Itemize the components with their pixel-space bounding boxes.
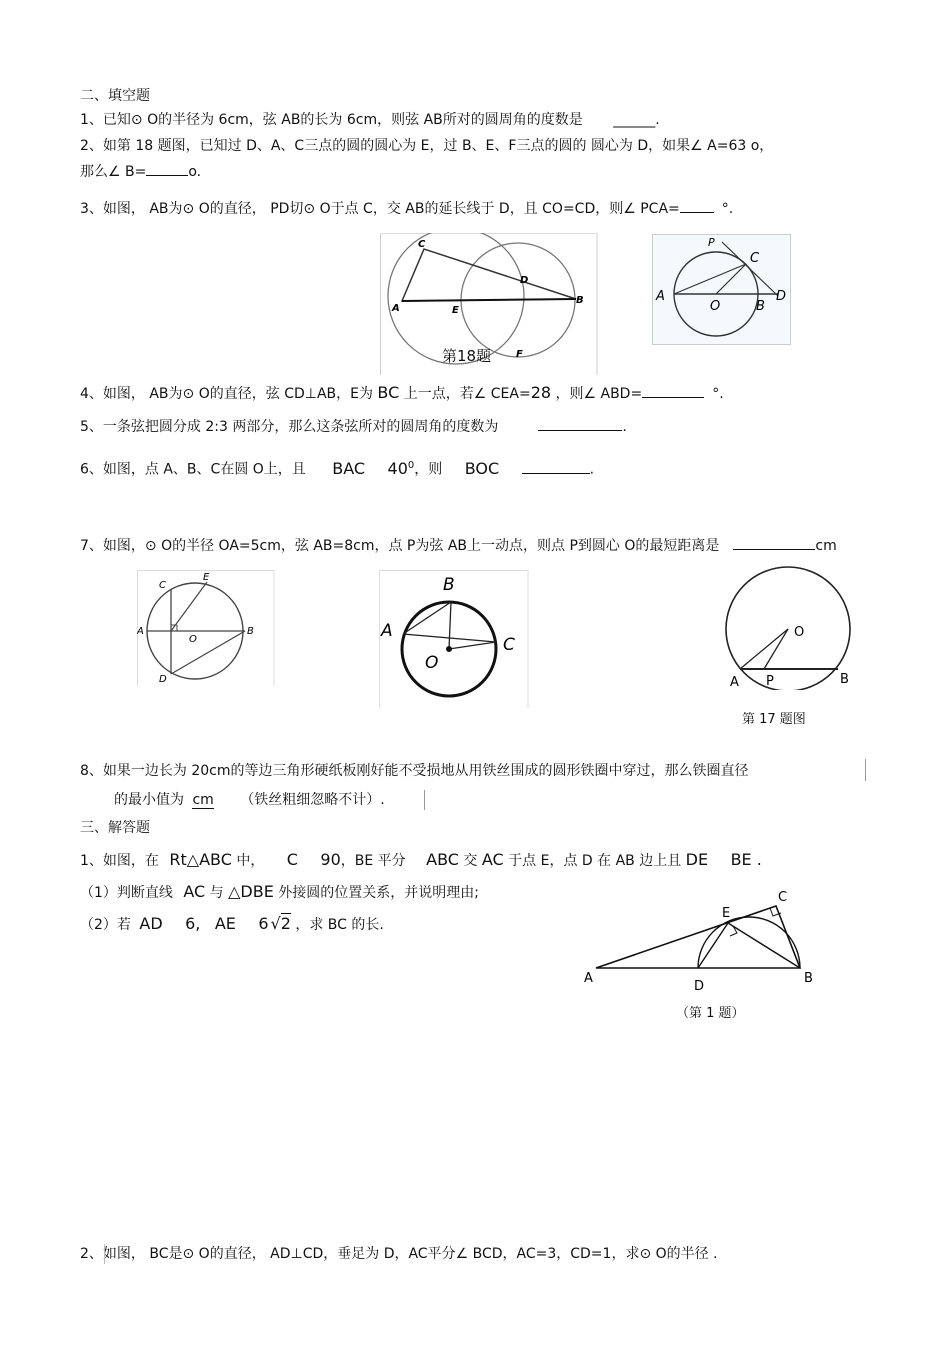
svg-text:C: C — [418, 239, 426, 250]
svg-text:E: E — [722, 906, 731, 921]
question-3-blank — [680, 198, 714, 213]
svg-text:C: C — [778, 890, 788, 905]
figure-q6 — [379, 570, 531, 710]
question-8-note: （铁丝粗细忽略不计）. — [240, 792, 385, 808]
question-8-line2 — [114, 790, 385, 810]
question-5-end: . — [622, 419, 627, 435]
question-6-end: . — [589, 461, 595, 478]
solve-1-ac: AC — [481, 850, 504, 869]
solve-1-part-1-text-b: 与 — [209, 885, 224, 901]
solve-1-part-2-6r: 6 — [258, 914, 269, 933]
solve-1-text-a: 1、如图，在 — [80, 853, 159, 869]
solve-1-part-1-text-c: 外接圆的位置关系，并说明理由; — [278, 885, 480, 901]
svg-text:A: A — [656, 289, 665, 304]
question-6-blank — [522, 459, 590, 474]
solve-1-part-1-dbe: △DBE — [228, 882, 274, 901]
question-2-line1: 2、如第 18 题图，已知过 D、A、C三点的圆的圆心为 E，过 B、E、F三点的圆的 圆心为 D，如果∠ A=63 o， — [80, 138, 774, 154]
solve-1-part-1-text-a: （1）判断直线 — [80, 885, 173, 901]
svg-text:O: O — [794, 625, 805, 640]
svg-text:D: D — [520, 275, 529, 286]
question-6-40: 40 — [387, 458, 408, 478]
solve-1-part-1 — [80, 882, 479, 903]
figure-solve-1-caption: （第 1 题） — [676, 1006, 745, 1021]
solve-1-text-e: 交 — [463, 853, 478, 869]
figure-17-caption: 第 17 题图 — [742, 712, 806, 727]
question-7-unit: cm — [815, 538, 837, 554]
solve-1-part-2-6: 6, — [185, 914, 201, 933]
svg-text:A: A — [381, 621, 393, 641]
question-5 — [80, 416, 627, 437]
question-4-arc-bc: BC — [377, 383, 400, 402]
solve-1-part-1-ac: AC — [183, 882, 206, 901]
question-6-text-b: ，则 — [414, 461, 443, 478]
svg-text:D: D — [776, 289, 787, 304]
question-8-text: 的最小值为 — [114, 792, 184, 808]
section-heading-solve: 三、解答题 — [80, 820, 150, 836]
svg-text:P: P — [766, 674, 774, 689]
solve-1-be: BE . — [730, 850, 762, 869]
solve-1-part-2-ae: AE — [214, 914, 236, 933]
solve-1 — [80, 850, 762, 871]
sqrt-icon: √ — [270, 914, 281, 933]
figure-18 — [380, 233, 600, 375]
svg-text:A: A — [392, 303, 400, 314]
solve-1-text-b: 中， — [236, 853, 265, 869]
svg-text:C: C — [503, 635, 515, 655]
question-1-text: 1、已知⊙ O的半径为 6cm，弦 AB的长为 6cm，则弦 AB所对的圆周角的度数是 — [80, 112, 583, 128]
svg-text:B: B — [804, 971, 813, 986]
question-8-box-edge — [865, 759, 866, 781]
question-6 — [80, 456, 594, 480]
figure-18-caption: 第18题 — [442, 347, 492, 365]
question-1 — [80, 110, 660, 130]
figure-q3 — [652, 234, 794, 346]
question-6-boc: BOC — [464, 458, 500, 478]
solve-1-de: DE — [685, 850, 709, 869]
question-2-blank — [146, 161, 188, 176]
solve-1-c: C — [286, 850, 298, 869]
question-8-box-edge-2 — [424, 790, 425, 810]
solve-2-marker — [104, 1244, 105, 1264]
figure-solve-1 — [580, 886, 820, 1021]
figure-q4 — [137, 570, 277, 688]
svg-text:E: E — [203, 572, 210, 583]
section-heading-fill: 二、填空题 — [80, 88, 150, 104]
question-4-text-a: 4、如图， AB为⊙ O的直径，弦 CD⊥AB，E为 — [80, 386, 373, 402]
solve-1-text-f: 于点 E，点 D 在 AB 边上且 — [508, 853, 682, 869]
svg-text:B: B — [576, 295, 584, 306]
question-2-line2 — [80, 161, 201, 182]
figure-17 — [722, 566, 858, 727]
question-7-text: 7、如图，⊙ O的半径 OA=5cm，弦 AB=8cm，点 P为弦 AB上一动点，则点 P到圆心 O的最短距离是 — [80, 538, 720, 554]
question-4-blank — [642, 383, 704, 398]
solve-1-part-2 — [80, 914, 384, 935]
svg-text:D: D — [159, 674, 167, 685]
solve-1-part-2-radicand: 2 — [280, 914, 291, 933]
solve-1-part-2-text-b: ，求 BC 的长. — [295, 917, 384, 933]
svg-text:F: F — [516, 349, 523, 360]
svg-text:O: O — [710, 299, 721, 314]
question-6-degree: 0 — [407, 460, 415, 471]
solve-1-text-d: ，BE 平分 — [340, 853, 406, 869]
question-3 — [80, 198, 733, 219]
solve-1-part-2-ad: AD — [139, 914, 163, 933]
question-5-blank — [538, 416, 622, 431]
question-3-end: °. — [721, 201, 734, 217]
svg-text:D: D — [694, 979, 705, 990]
svg-text:E: E — [452, 305, 459, 316]
question-4-angle: 28 — [530, 383, 552, 402]
svg-text:A: A — [730, 675, 739, 690]
solve-1-abc: ABC — [426, 850, 459, 869]
svg-text:B: B — [247, 626, 254, 637]
solve-2: 2、如图， BC是⊙ O的直径， AD⊥CD，垂足为 D，AC平分∠ BCD，AC=3，CD=1，求⊙ O的半径 . — [80, 1246, 718, 1262]
question-4 — [80, 383, 724, 404]
svg-text:P: P — [708, 236, 715, 249]
question-4-text-c: ，则∠ ABD= — [555, 386, 643, 402]
svg-text:A: A — [137, 626, 144, 637]
question-8-line1: 8、如果一边长为 20cm的等边三角形硬纸板刚好能不受损地从用铁丝围成的圆形铁圈中穿过，那么铁圈直径 — [80, 763, 749, 779]
question-1-blank: ______. — [613, 112, 660, 128]
question-2-end: o. — [188, 164, 202, 180]
question-4-end: °. — [712, 386, 724, 402]
svg-text:A: A — [584, 971, 593, 986]
question-8-blank: cm — [192, 792, 214, 808]
solve-1-triangle: Rt△ABC — [169, 850, 232, 869]
solve-1-part-2-text-a: （2）若 — [80, 917, 131, 933]
svg-text:O: O — [189, 634, 197, 645]
svg-text:B: B — [756, 299, 765, 314]
question-4-text-b: 上一点，若∠ CEA= — [403, 386, 531, 402]
question-2-text: 那么∠ B= — [80, 164, 147, 180]
solve-1-90: 90 — [320, 850, 341, 869]
svg-text:O: O — [425, 653, 439, 673]
question-6-bac: BAC — [332, 458, 366, 478]
svg-text:C: C — [159, 580, 166, 591]
svg-text:B: B — [443, 575, 455, 595]
question-7-blank — [733, 535, 815, 550]
question-6-text-a: 6、如图，点 A、B、C在圆 O上，且 — [80, 461, 306, 478]
question-5-text: 5、一条弦把圆分成 2:3 两部分，那么这条弦所对的圆周角的度数为 — [80, 419, 499, 435]
svg-text:C: C — [750, 251, 760, 266]
question-3-text: 3、如图， AB为⊙ O的直径， PD切⊙ O于点 C，交 AB的延长线于 D，且 CO=CD，则∠ PCA= — [80, 201, 680, 217]
svg-text:B: B — [840, 672, 849, 687]
question-7 — [80, 535, 837, 556]
